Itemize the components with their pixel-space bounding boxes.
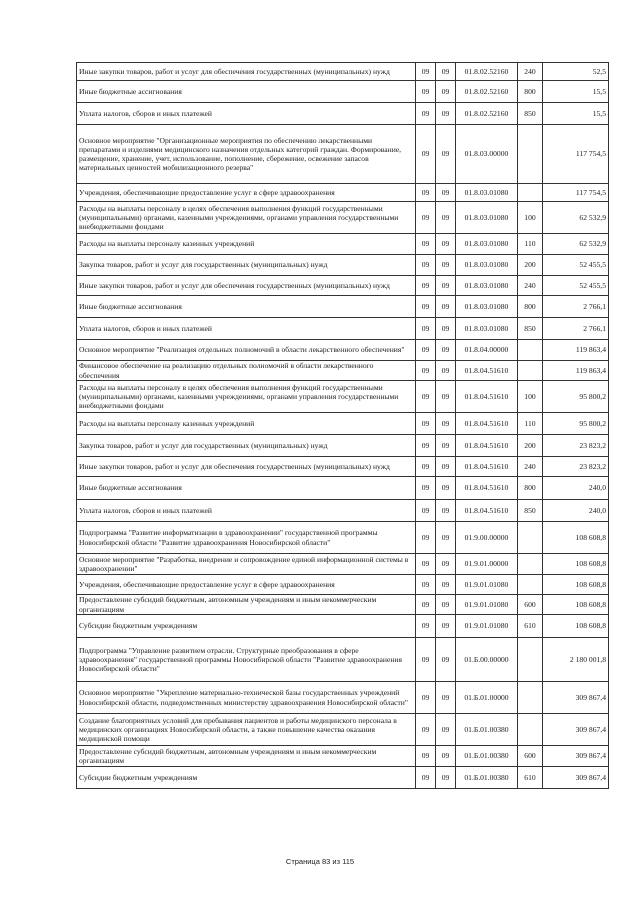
section-code-cell: 09 — [416, 767, 436, 789]
section-code-cell: 09 — [416, 202, 436, 234]
amount-cell: 15,5 — [543, 103, 609, 125]
table-row — [77, 125, 609, 184]
expense-type-cell: 800 — [518, 477, 543, 500]
amount-cell: 108 608,8 — [543, 522, 609, 554]
subsection-code-cell: 09 — [436, 413, 456, 435]
target-article-cell: 01.9.00.00000 — [456, 522, 518, 554]
row-name-cell: Учреждения, обеспечивающие предоставление услуг в сфере здравоохранения — [77, 184, 416, 202]
table-row — [77, 202, 609, 234]
row-name-cell: Иные закупки товаров, работ и услуг для обеспечения государственных (муниципальных) нужд — [77, 457, 416, 477]
table-row — [77, 103, 609, 125]
expense-type-cell: 200 — [518, 435, 543, 457]
section-code-cell: 09 — [416, 361, 436, 381]
table-row — [77, 714, 609, 746]
subsection-code-cell: 09 — [436, 202, 456, 234]
row-name-cell: Основное мероприятие "Организационные мероприятия по обеспечению лекарственными препаратами и изделиями медицинского назначения отдельных категорий граждан. Формирование, размещение, хранение, учет, использование, пополнение, сбережение, освежение запасов материальных ценностей мобилизационного резерва" — [77, 125, 416, 184]
table-row — [77, 477, 609, 500]
target-article-cell: 01.9.01.01080 — [456, 615, 518, 638]
amount-cell: 108 608,8 — [543, 615, 609, 638]
section-code-cell: 09 — [416, 575, 436, 595]
table-row — [77, 554, 609, 575]
amount-cell: 117 754,5 — [543, 184, 609, 202]
expense-type-cell — [518, 125, 543, 184]
row-name-cell: Уплата налогов, сборов и иных платежей — [77, 318, 416, 340]
target-article-cell: 01.Б.01.00000 — [456, 682, 518, 714]
row-name-cell: Подпрограмма "Развитие информатизации в здравоохранении" государственной программы Новосибирской области "Развитие здравоохранения Новосибирской области" — [77, 522, 416, 554]
target-article-cell: 01.8.04.51610 — [456, 500, 518, 522]
expense-type-cell: 800 — [518, 296, 543, 318]
row-name-cell: Субсидии бюджетным учреждениям — [77, 767, 416, 789]
amount-cell: 2 766,1 — [543, 296, 609, 318]
expense-type-cell — [518, 554, 543, 575]
subsection-code-cell: 09 — [436, 234, 456, 255]
page-number-footer: Страница 83 из 115 — [285, 857, 355, 866]
table-row — [77, 81, 609, 103]
amount-cell: 119 863,4 — [543, 340, 609, 361]
table-row — [77, 746, 609, 767]
table-row — [77, 296, 609, 318]
section-code-cell: 09 — [416, 255, 436, 276]
target-article-cell: 01.8.04.51610 — [456, 477, 518, 500]
target-article-cell: 01.8.04.51610 — [456, 413, 518, 435]
target-article-cell: 01.Б.01.00380 — [456, 714, 518, 746]
row-name-cell: Иные бюджетные ассигнования — [77, 81, 416, 103]
amount-cell: 52 455,5 — [543, 255, 609, 276]
amount-cell: 108 608,8 — [543, 575, 609, 595]
expense-type-cell: 600 — [518, 746, 543, 767]
row-name-cell: Уплата налогов, сборов и иных платежей — [77, 500, 416, 522]
section-code-cell: 09 — [416, 746, 436, 767]
amount-cell: 23 823,2 — [543, 435, 609, 457]
subsection-code-cell: 09 — [436, 477, 456, 500]
target-article-cell: 01.8.03.01080 — [456, 255, 518, 276]
amount-cell: 23 823,2 — [543, 457, 609, 477]
subsection-code-cell: 09 — [436, 435, 456, 457]
target-article-cell: 01.Б.01.00380 — [456, 767, 518, 789]
subsection-code-cell: 09 — [436, 554, 456, 575]
expense-type-cell: 610 — [518, 767, 543, 789]
row-name-cell: Иные бюджетные ассигнования — [77, 477, 416, 500]
target-article-cell: 01.8.02.52160 — [456, 63, 518, 81]
table-row — [77, 340, 609, 361]
target-article-cell: 01.9.01.00000 — [456, 554, 518, 575]
amount-cell: 52,5 — [543, 63, 609, 81]
subsection-code-cell: 09 — [436, 103, 456, 125]
table-row — [77, 255, 609, 276]
subsection-code-cell: 09 — [436, 340, 456, 361]
table-row — [77, 638, 609, 682]
subsection-code-cell: 09 — [436, 184, 456, 202]
row-name-cell: Финансовое обеспечение на реализацию отдельных полномочий в области лекарственного обеспечения — [77, 361, 416, 381]
subsection-code-cell: 09 — [436, 595, 456, 615]
table-row — [77, 234, 609, 255]
subsection-code-cell: 09 — [436, 522, 456, 554]
table-row — [77, 318, 609, 340]
section-code-cell: 09 — [416, 381, 436, 413]
target-article-cell: 01.8.04.51610 — [456, 457, 518, 477]
section-code-cell: 09 — [416, 615, 436, 638]
target-article-cell: 01.8.03.01080 — [456, 184, 518, 202]
table-row — [77, 457, 609, 477]
target-article-cell: 01.Б.01.00380 — [456, 746, 518, 767]
amount-cell: 62 532,9 — [543, 234, 609, 255]
amount-cell: 15,5 — [543, 81, 609, 103]
expense-type-cell — [518, 682, 543, 714]
subsection-code-cell: 09 — [436, 381, 456, 413]
row-name-cell: Создание благоприятных условий для пребывания пациентов и работы медицинского персонала в медицинских организациях Новосибирской области, а также повышение качества оказания медицинской помощи — [77, 714, 416, 746]
subsection-code-cell: 09 — [436, 296, 456, 318]
target-article-cell: 01.8.04.51610 — [456, 435, 518, 457]
subsection-code-cell: 09 — [436, 575, 456, 595]
subsection-code-cell: 09 — [436, 767, 456, 789]
section-code-cell: 09 — [416, 413, 436, 435]
subsection-code-cell: 09 — [436, 746, 456, 767]
expense-type-cell — [518, 638, 543, 682]
target-article-cell: 01.8.03.00000 — [456, 125, 518, 184]
target-article-cell: 01.8.03.01080 — [456, 234, 518, 255]
row-name-cell: Расходы на выплаты персоналу казенных учреждений — [77, 234, 416, 255]
target-article-cell: 01.9.01.01080 — [456, 575, 518, 595]
row-name-cell: Предоставление субсидий бюджетным, автономным учреждениям и иным некоммерческим организациям — [77, 595, 416, 615]
table-row — [77, 276, 609, 296]
amount-cell: 309 867,4 — [543, 682, 609, 714]
subsection-code-cell: 09 — [436, 81, 456, 103]
section-code-cell: 09 — [416, 638, 436, 682]
table-row — [77, 575, 609, 595]
row-name-cell: Расходы на выплаты персоналу в целях обеспечения выполнения функций государственными (муниципальными) органами, казенными учреждениями, органами управления государственными внебюджетными фондами — [77, 202, 416, 234]
expense-type-cell: 610 — [518, 615, 543, 638]
row-name-cell: Основное мероприятие "Разработка, внедрение и сопровождение единой информационной системы в здравоохранении" — [77, 554, 416, 575]
row-name-cell: Субсидии бюджетным учреждениям — [77, 615, 416, 638]
amount-cell: 52 455,5 — [543, 276, 609, 296]
section-code-cell: 09 — [416, 682, 436, 714]
expense-type-cell — [518, 361, 543, 381]
subsection-code-cell: 09 — [436, 615, 456, 638]
section-code-cell: 09 — [416, 234, 436, 255]
amount-cell: 240,0 — [543, 477, 609, 500]
section-code-cell: 09 — [416, 318, 436, 340]
section-code-cell: 09 — [416, 184, 436, 202]
amount-cell: 95 800,2 — [543, 413, 609, 435]
row-name-cell: Учреждения, обеспечивающие предоставление услуг в сфере здравоохранения — [77, 575, 416, 595]
section-code-cell: 09 — [416, 103, 436, 125]
expense-type-cell: 240 — [518, 63, 543, 81]
section-code-cell: 09 — [416, 296, 436, 318]
table-row — [77, 63, 609, 81]
amount-cell: 117 754,5 — [543, 125, 609, 184]
expense-type-cell: 850 — [518, 500, 543, 522]
expense-type-cell — [518, 575, 543, 595]
subsection-code-cell: 09 — [436, 638, 456, 682]
amount-cell: 119 863,4 — [543, 361, 609, 381]
budget-table — [76, 62, 609, 789]
section-code-cell: 09 — [416, 125, 436, 184]
section-code-cell: 09 — [416, 522, 436, 554]
table-row — [77, 361, 609, 381]
target-article-cell: 01.8.04.51610 — [456, 361, 518, 381]
amount-cell: 309 867,4 — [543, 714, 609, 746]
expense-type-cell: 100 — [518, 202, 543, 234]
row-name-cell: Основное мероприятие "Укрепление материально-технической базы государственных учреждений Новосибирской области, подведомственных министерству здравоохранения Новосибирской области" — [77, 682, 416, 714]
subsection-code-cell: 09 — [436, 63, 456, 81]
section-code-cell: 09 — [416, 435, 436, 457]
target-article-cell: 01.8.03.01080 — [456, 276, 518, 296]
expense-type-cell — [518, 714, 543, 746]
section-code-cell: 09 — [416, 457, 436, 477]
target-article-cell: 01.8.04.51610 — [456, 381, 518, 413]
row-name-cell: Расходы на выплаты персоналу казенных учреждений — [77, 413, 416, 435]
table-row — [77, 615, 609, 638]
table-row — [77, 767, 609, 789]
target-article-cell: 01.8.02.52160 — [456, 81, 518, 103]
table-row — [77, 682, 609, 714]
row-name-cell: Подпрограмма "Управление развитием отрасли. Структурные преобразования в сфере здравоохранения" государственной программы Новосибирской области "Развитие здравоохранения Новосибирской области" — [77, 638, 416, 682]
section-code-cell: 09 — [416, 477, 436, 500]
expense-type-cell: 850 — [518, 318, 543, 340]
section-code-cell: 09 — [416, 554, 436, 575]
target-article-cell: 01.8.02.52160 — [456, 103, 518, 125]
target-article-cell: 01.8.03.01080 — [456, 318, 518, 340]
table-row — [77, 184, 609, 202]
amount-cell: 240,0 — [543, 500, 609, 522]
amount-cell: 2 180 001,8 — [543, 638, 609, 682]
section-code-cell: 09 — [416, 500, 436, 522]
target-article-cell: 01.8.03.01080 — [456, 202, 518, 234]
section-code-cell: 09 — [416, 81, 436, 103]
target-article-cell: 01.Б.00.00000 — [456, 638, 518, 682]
row-name-cell: Основное мероприятие "Реализация отдельных полномочий в области лекарственного обеспечения" — [77, 340, 416, 361]
row-name-cell: Иные бюджетные ассигнования — [77, 296, 416, 318]
expense-type-cell: 240 — [518, 276, 543, 296]
table-row — [77, 413, 609, 435]
subsection-code-cell: 09 — [436, 714, 456, 746]
target-article-cell: 01.9.01.01080 — [456, 595, 518, 615]
expense-type-cell — [518, 340, 543, 361]
expense-type-cell: 800 — [518, 81, 543, 103]
subsection-code-cell: 09 — [436, 500, 456, 522]
subsection-code-cell: 09 — [436, 276, 456, 296]
subsection-code-cell: 09 — [436, 125, 456, 184]
amount-cell: 62 532,9 — [543, 202, 609, 234]
row-name-cell: Уплата налогов, сборов и иных платежей — [77, 103, 416, 125]
subsection-code-cell: 09 — [436, 255, 456, 276]
table-row — [77, 381, 609, 413]
amount-cell: 108 608,8 — [543, 554, 609, 575]
expense-type-cell — [518, 184, 543, 202]
row-name-cell: Предоставление субсидий бюджетным, автономным учреждениям и иным некоммерческим организациям — [77, 746, 416, 767]
expense-type-cell: 110 — [518, 234, 543, 255]
section-code-cell: 09 — [416, 714, 436, 746]
row-name-cell: Расходы на выплаты персоналу в целях обеспечения выполнения функций государственными (муниципальными) органами, казенными учреждениями, органами управления государственными внебюджетными фондами — [77, 381, 416, 413]
table-row — [77, 500, 609, 522]
amount-cell: 309 867,4 — [543, 767, 609, 789]
expense-type-cell: 100 — [518, 381, 543, 413]
expense-type-cell: 200 — [518, 255, 543, 276]
section-code-cell: 09 — [416, 595, 436, 615]
subsection-code-cell: 09 — [436, 457, 456, 477]
amount-cell: 95 800,2 — [543, 381, 609, 413]
section-code-cell: 09 — [416, 340, 436, 361]
amount-cell: 108 608,8 — [543, 595, 609, 615]
expense-type-cell: 850 — [518, 103, 543, 125]
subsection-code-cell: 09 — [436, 318, 456, 340]
table-row — [77, 595, 609, 615]
expense-type-cell: 110 — [518, 413, 543, 435]
row-name-cell: Иные закупки товаров, работ и услуг для обеспечения государственных (муниципальных) нужд — [77, 276, 416, 296]
section-code-cell: 09 — [416, 63, 436, 81]
expense-type-cell: 600 — [518, 595, 543, 615]
amount-cell: 2 766,1 — [543, 318, 609, 340]
target-article-cell: 01.8.03.01080 — [456, 296, 518, 318]
row-name-cell: Закупка товаров, работ и услуг для государственных (муниципальных) нужд — [77, 255, 416, 276]
table-row — [77, 435, 609, 457]
section-code-cell: 09 — [416, 276, 436, 296]
expense-type-cell — [518, 522, 543, 554]
amount-cell: 309 867,4 — [543, 746, 609, 767]
table-body — [77, 63, 609, 789]
subsection-code-cell: 09 — [436, 361, 456, 381]
table-row — [77, 522, 609, 554]
row-name-cell: Закупка товаров, работ и услуг для государственных (муниципальных) нужд — [77, 435, 416, 457]
target-article-cell: 01.8.04.00000 — [456, 340, 518, 361]
expense-type-cell: 240 — [518, 457, 543, 477]
row-name-cell: Иные закупки товаров, работ и услуг для обеспечения государственных (муниципальных) нужд — [77, 63, 416, 81]
subsection-code-cell: 09 — [436, 682, 456, 714]
